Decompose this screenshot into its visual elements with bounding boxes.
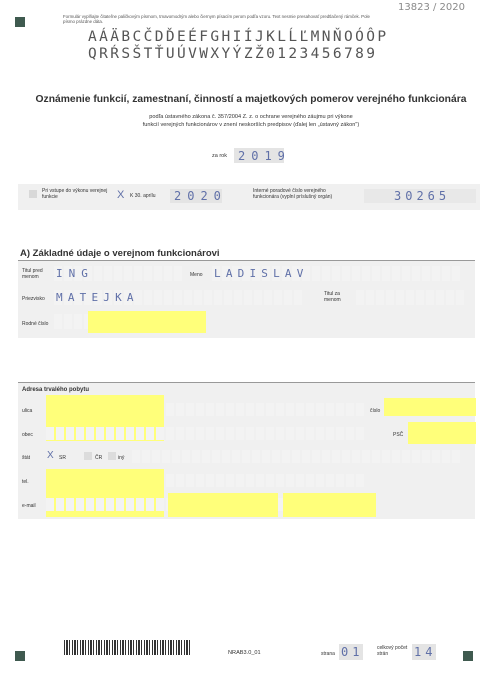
zip-label: PSČ bbox=[393, 432, 404, 438]
form-code: NRAB3.0_01 bbox=[228, 650, 261, 656]
email-label: e-mail bbox=[22, 503, 36, 509]
page-value: 01 bbox=[341, 645, 364, 659]
alphabet-row-1: AÁÄBCČDĎEÉFGHIÍJKLĹĽMNŇOÓÔP bbox=[88, 29, 389, 45]
total-pages-value: 14 bbox=[414, 645, 437, 659]
name-label: Meno bbox=[190, 272, 203, 278]
date-year-value: 2020 bbox=[174, 189, 227, 203]
entry-label: Pri vstupe do výkonu verejnej funkcie bbox=[42, 188, 108, 200]
city-field[interactable] bbox=[46, 427, 364, 440]
city-label: obec bbox=[22, 432, 33, 438]
title-after-label: Titul za menom bbox=[324, 291, 341, 303]
date-mark: X bbox=[117, 189, 125, 201]
internal-number-value: 30265 bbox=[394, 189, 451, 203]
state-other-checkbox[interactable] bbox=[108, 452, 116, 460]
number-redaction bbox=[384, 398, 476, 416]
corner-marker-bottom-left bbox=[15, 651, 25, 661]
title-before-value: ING bbox=[56, 267, 94, 280]
form-subtitle-2: funkcií verejných funkcionárov v znení neskorších predpisov (ďalej len „ústavný zákon") bbox=[142, 122, 360, 128]
street-label: ulica bbox=[22, 408, 33, 414]
state-sr-mark: X bbox=[47, 450, 54, 461]
number-label: číslo bbox=[370, 408, 381, 414]
surname-value: MATEJKA bbox=[56, 291, 139, 304]
section-a-title: A) Základné údaje o verejnom funkcionárovi bbox=[20, 248, 220, 259]
phone-label: tel. bbox=[22, 479, 29, 485]
date-label: K 30. aprílu bbox=[130, 193, 156, 199]
email-redaction-1 bbox=[168, 493, 278, 517]
zip-redaction bbox=[408, 422, 476, 444]
form-subtitle-1: podľa ústavného zákona č. 357/2004 Z. z. o ochrane verejného záujmu pri výkone bbox=[149, 114, 353, 120]
year-value: 2019 bbox=[238, 149, 291, 163]
address-title: Adresa trvalého pobytu bbox=[22, 387, 90, 393]
entry-checkbox[interactable] bbox=[29, 190, 37, 198]
corner-marker-top-left bbox=[15, 17, 25, 27]
barcode bbox=[64, 640, 192, 655]
instructions-text: Formulár vyplňajte čitateľne paličkovým písmom, tmavomodrým alebo čiernym písacím perom podľa vzoru. Text nesmie presahovať predtlačený rámček. Pole písmo prázdne dáta. bbox=[63, 14, 370, 25]
handwritten-reference: 13823 / 2020 bbox=[398, 2, 465, 13]
surname-label: Priezvisko bbox=[22, 296, 45, 302]
state-cr-label: ČR bbox=[95, 455, 103, 461]
name-value: LADISLAV bbox=[214, 267, 309, 280]
page-label: strana bbox=[321, 651, 335, 657]
birth-number-label: Rodné číslo bbox=[22, 321, 49, 327]
state-label: štát bbox=[22, 455, 31, 461]
total-pages-label: celkový počet strán bbox=[377, 645, 408, 657]
title-before-label: Titul pred menom bbox=[22, 268, 43, 280]
alphabet-row-2: QRŔSŠTŤUÚVWXYÝZŽ0123456789 bbox=[88, 46, 378, 62]
state-other-field[interactable] bbox=[132, 450, 460, 463]
internal-number-label: Interné poradové číslo verejného funkcionára (vyplní príslušný orgán) bbox=[253, 188, 333, 200]
form-title: Oznámenie funkcií, zamestnaní, činností a majetkových pomerov verejného funkcionára bbox=[35, 94, 467, 105]
birth-number-redaction bbox=[88, 311, 206, 333]
corner-marker-bottom-right bbox=[463, 651, 473, 661]
state-other-label: iný bbox=[118, 455, 125, 461]
year-label: za rok bbox=[212, 153, 227, 159]
state-cr-checkbox[interactable] bbox=[84, 452, 92, 460]
state-sr-label: SR bbox=[59, 455, 66, 461]
title-after-field[interactable] bbox=[356, 290, 464, 305]
email-redaction-2 bbox=[283, 493, 376, 517]
